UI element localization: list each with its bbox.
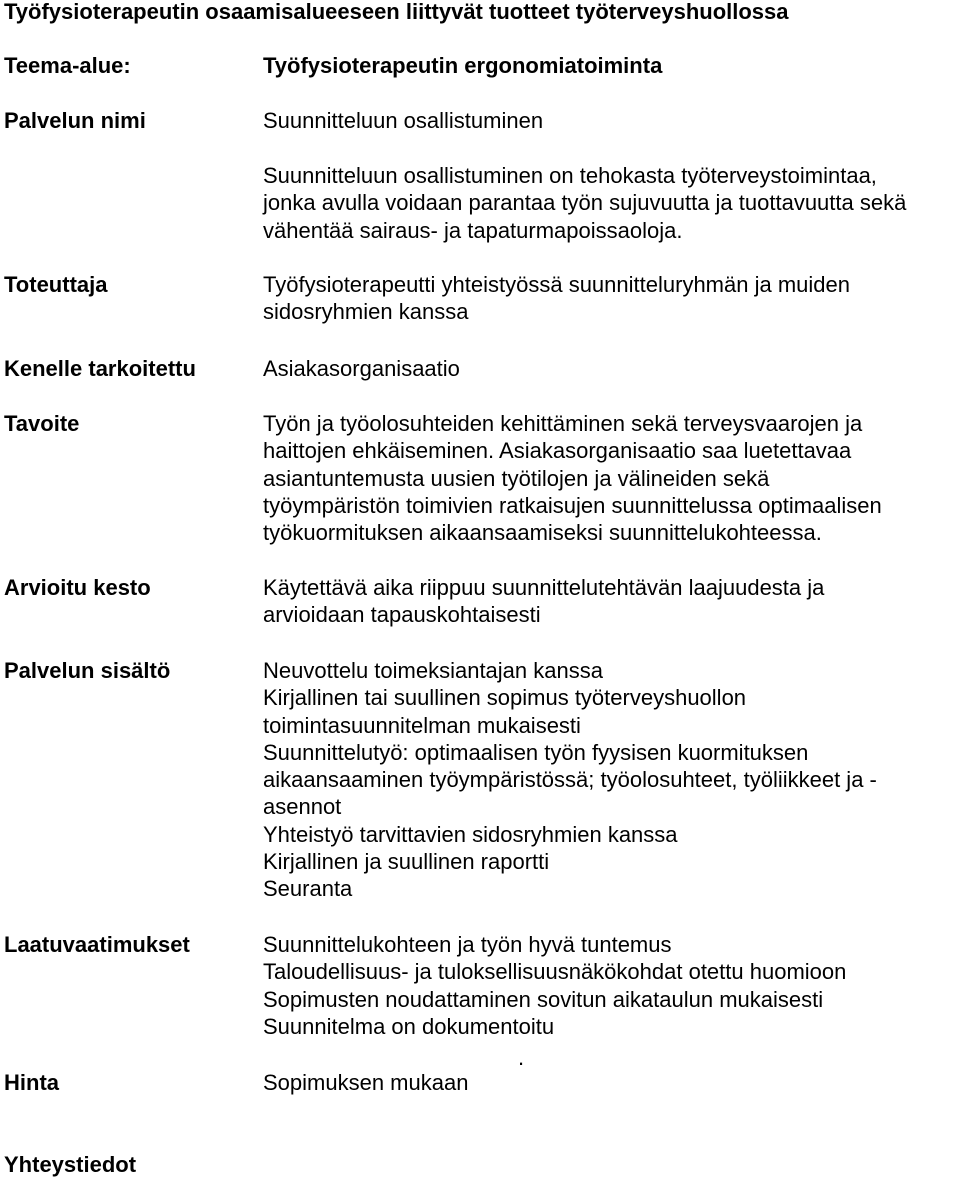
tavoite-value: [263, 410, 882, 546]
tavoite-line: työympäristön toimivien ratkaisujen suunnittelussa optimaalisen: [263, 492, 882, 518]
description-line: vähentää sairaus- ja tapaturmapoissaoloja.: [263, 217, 683, 243]
hinta-label: Hinta: [4, 1070, 59, 1095]
sisalto-label: Palvelun sisältö: [4, 658, 171, 683]
palvelun-nimi-value: Suunnitteluun osallistuminen: [263, 108, 544, 133]
hinta-value: Sopimuksen mukaan: [263, 1070, 469, 1095]
teema-alue-label: Teema-alue:: [4, 53, 131, 78]
laatu-line: Suunnittelukohteen ja työn hyvä tuntemus: [263, 932, 672, 957]
description-line: Suunnitteluun osallistuminen on tehokasta työterveystoimintaa,: [263, 163, 877, 188]
yhteystiedot-heading: Yhteystiedot: [4, 1152, 137, 1177]
sisalto-line: aikaansaaminen työympäristössä; työolosuhteet, työliikkeet ja -: [263, 767, 877, 793]
sisalto-line: Kirjallinen tai suullinen sopimus työterveyshuollon: [263, 685, 747, 711]
tavoite-line: haittojen ehkäiseminen. Asiakasorganisaatio saa luetettavaa: [263, 438, 852, 464]
description-line: jonka avulla voidaan parantaa työn sujuvuutta ja tuottavuutta sekä: [263, 190, 907, 216]
sisalto-line: Neuvottelu toimeksiantajan kanssa: [263, 658, 603, 683]
toteuttaja-label: Toteuttaja: [4, 272, 108, 297]
trailing-dot: .: [518, 1045, 525, 1070]
palvelun-nimi-label: Palvelun nimi: [4, 108, 146, 133]
kesto-line: Käytettävä aika riippuu suunnittelutehtävän laajuudesta ja: [263, 575, 825, 600]
tavoite-line: työkuormituksen aikaansaamiseksi suunnittelukohteessa.: [263, 520, 822, 546]
toteuttaja-line: Työfysioterapeutti yhteistyössä suunnitteluryhmän ja muiden: [263, 272, 850, 297]
kenelle-value: Asiakasorganisaatio: [263, 356, 460, 381]
toteuttaja-line: sidosryhmien kanssa: [263, 299, 469, 325]
kesto-label: Arvioitu kesto: [4, 575, 151, 600]
sisalto-line: asennot: [263, 794, 342, 820]
toteuttaja-value: [263, 271, 850, 326]
tavoite-label: Tavoite: [4, 411, 80, 436]
laatu-line: Sopimusten noudattaminen sovitun aikataulun mukaisesti: [263, 986, 824, 1012]
laatu-line: Taloudellisuus- ja tuloksellisuusnäkökohdat otettu huomioon: [263, 959, 847, 985]
tavoite-line: asiantuntemusta uusien työtilojen ja välineiden sekä: [263, 465, 770, 491]
teema-alue-value: Työfysioterapeutin ergonomiatoiminta: [263, 53, 663, 78]
kesto-line: arvioidaan tapauskohtaisesti: [263, 602, 541, 628]
kesto-value: [263, 574, 824, 629]
tavoite-line: Työn ja työolosuhteiden kehittäminen sekä terveysvaarojen ja: [263, 411, 863, 436]
sisalto-line: toimintasuunnitelman mukaisesti: [263, 712, 581, 738]
sisalto-line: Seuranta: [263, 876, 353, 902]
service-description: [263, 162, 906, 244]
laatu-value: [263, 931, 846, 1040]
kenelle-label: Kenelle tarkoitettu: [4, 356, 196, 381]
sisalto-line: Kirjallinen ja suullinen raportti: [263, 849, 550, 875]
sisalto-line: Suunnittelutyö: optimaalisen työn fyysisen kuormituksen: [263, 739, 809, 765]
laatu-label: Laatuvaatimukset: [4, 932, 190, 957]
sisalto-line: Yhteistyö tarvittavien sidosryhmien kanssa: [263, 821, 678, 847]
page-title: Työfysioterapeutin osaamisalueeseen liittyvät tuotteet työterveyshuollossa: [4, 0, 789, 24]
sisalto-value: [263, 657, 877, 903]
laatu-line: Suunnitelma on dokumentoitu: [263, 1013, 555, 1039]
